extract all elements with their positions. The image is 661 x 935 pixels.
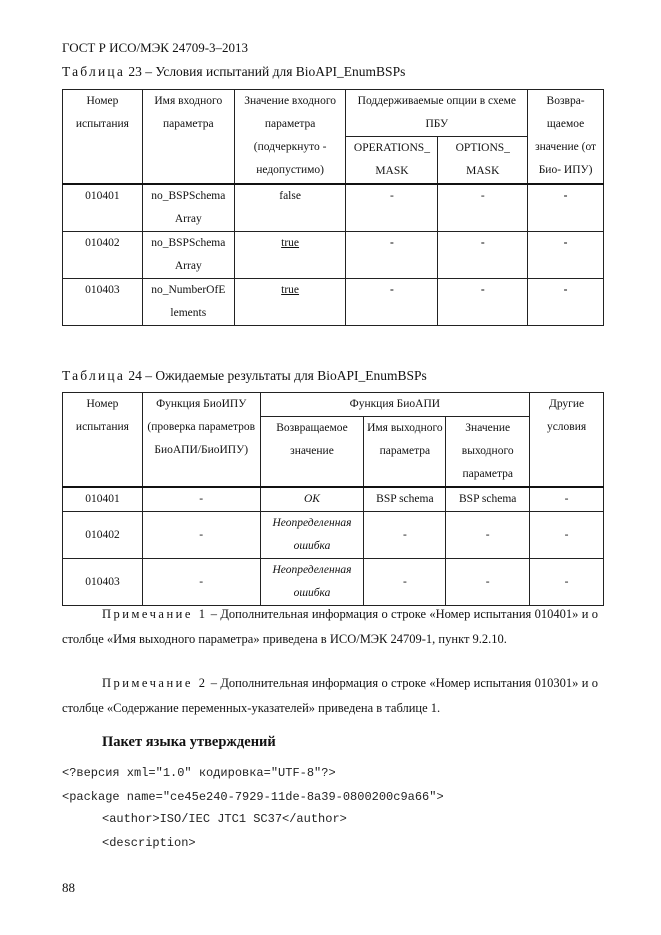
- header-output-value: Значение выходного параметра: [446, 417, 530, 488]
- table-row: [63, 559, 604, 606]
- note-label: Примечание 2: [102, 676, 208, 690]
- document-header: ГОСТ Р ИСО/МЭК 24709-3–2013: [62, 40, 249, 55]
- cell-test-number: 010402: [63, 232, 143, 279]
- page-number: 88: [62, 880, 75, 895]
- header-test-number: Номер испытания: [63, 90, 143, 185]
- cell-bsp-function: -: [142, 559, 260, 606]
- caption-text: 24 – Ожидаемые результаты для BioAPI_EnumBSPs: [125, 368, 427, 383]
- header-supported-options: Поддерживаемые опции в схеме ПБУ: [346, 90, 528, 137]
- table-row: [63, 279, 604, 326]
- cell-return-value: -: [528, 184, 604, 232]
- cell-output-name: BSP schema: [364, 487, 446, 512]
- header-api-function: Функция БиоАПИ: [260, 393, 530, 417]
- cell-output-name: -: [364, 559, 446, 606]
- cell-input-name: no_NumberOfE lements: [142, 279, 234, 326]
- cell-operations-mask: -: [346, 279, 438, 326]
- cell-return-value: Неопределенная ошибка: [260, 559, 364, 606]
- cell-input-value: true: [234, 232, 346, 279]
- code-line: <author>ISO/IEC JTC1 SC37</author>: [102, 812, 347, 826]
- table-row: [63, 512, 604, 559]
- note-text: – Дополнительная информация о строке «Номер испытания 010301» и о столбце «Содержание переменных-указателей» приведена в таблице 1.: [62, 676, 598, 715]
- cell-other-conditions: -: [530, 559, 604, 606]
- cell-options-mask: -: [438, 184, 528, 232]
- note-label: Примечание 1: [102, 607, 208, 621]
- header-operations-mask: OPERATIONS_ MASK: [346, 137, 438, 185]
- table-24: [62, 392, 604, 606]
- cell-operations-mask: -: [346, 184, 438, 232]
- cell-test-number: 010401: [63, 184, 143, 232]
- caption-text: 23 – Условия испытаний для BioAPI_EnumBSPs: [125, 64, 406, 79]
- table-row: [63, 232, 604, 279]
- note-1: [62, 602, 598, 652]
- note-2: [62, 671, 598, 721]
- cell-bsp-function: -: [142, 487, 260, 512]
- table-24-caption: [62, 368, 427, 384]
- cell-input-value: true: [234, 279, 346, 326]
- caption-word: Таблица: [62, 64, 126, 79]
- code-line: <package name="ce45e240-7929-11de-8a39-0800200c9a66">: [62, 790, 444, 804]
- cell-return-value: Неопределенная ошибка: [260, 512, 364, 559]
- cell-options-mask: -: [438, 279, 528, 326]
- cell-input-value: false: [234, 184, 346, 232]
- header-bsp-function: Функция БиоИПУ (проверка параметров БиоАПИ/БиоИПУ): [142, 393, 260, 488]
- cell-input-name: no_BSPSchema Array: [142, 184, 234, 232]
- header-input-name: Имя входного параметра: [142, 90, 234, 185]
- cell-return-value: -: [528, 232, 604, 279]
- cell-other-conditions: -: [530, 487, 604, 512]
- cell-test-number: 010403: [63, 559, 143, 606]
- header-output-name: Имя выходного параметра: [364, 417, 446, 488]
- cell-output-value: BSP schema: [446, 487, 530, 512]
- caption-word: Таблица: [62, 368, 126, 383]
- cell-bsp-function: -: [142, 512, 260, 559]
- header-return-value: Возвра- щаемое значение (от Био- ИПУ): [528, 90, 604, 185]
- header-other-conditions: Другие условия: [530, 393, 604, 488]
- table-row: [63, 487, 604, 512]
- cell-options-mask: -: [438, 232, 528, 279]
- cell-test-number: 010402: [63, 512, 143, 559]
- code-line: <description>: [102, 836, 196, 850]
- cell-test-number: 010401: [63, 487, 143, 512]
- cell-output-name: -: [364, 512, 446, 559]
- cell-other-conditions: -: [530, 512, 604, 559]
- cell-output-value: -: [446, 512, 530, 559]
- cell-output-value: -: [446, 559, 530, 606]
- header-options-mask: OPTIONS_ MASK: [438, 137, 528, 185]
- table-23: [62, 89, 604, 326]
- code-line: <?версия xml="1.0" кодировка="UTF-8"?>: [62, 766, 336, 780]
- cell-input-name: no_BSPSchema Array: [142, 232, 234, 279]
- table-row: [63, 184, 604, 232]
- header-return-value: Возвращаемое значение: [260, 417, 364, 488]
- table-23-caption: [62, 64, 405, 80]
- cell-operations-mask: -: [346, 232, 438, 279]
- note-text: – Дополнительная информация о строке «Номер испытания 010401» и о столбце «Имя выходного параметра» приведена в ИСО/МЭК 24709-1, пункт 9.2.10.: [62, 607, 598, 646]
- header-test-number: Номер испытания: [63, 393, 143, 488]
- section-title: Пакет языка утверждений: [102, 734, 276, 750]
- cell-test-number: 010403: [63, 279, 143, 326]
- cell-return-value: -: [528, 279, 604, 326]
- header-input-value: Значение входного параметра (подчеркнуто - недопустимо): [234, 90, 346, 185]
- cell-return-value: OK: [260, 487, 364, 512]
